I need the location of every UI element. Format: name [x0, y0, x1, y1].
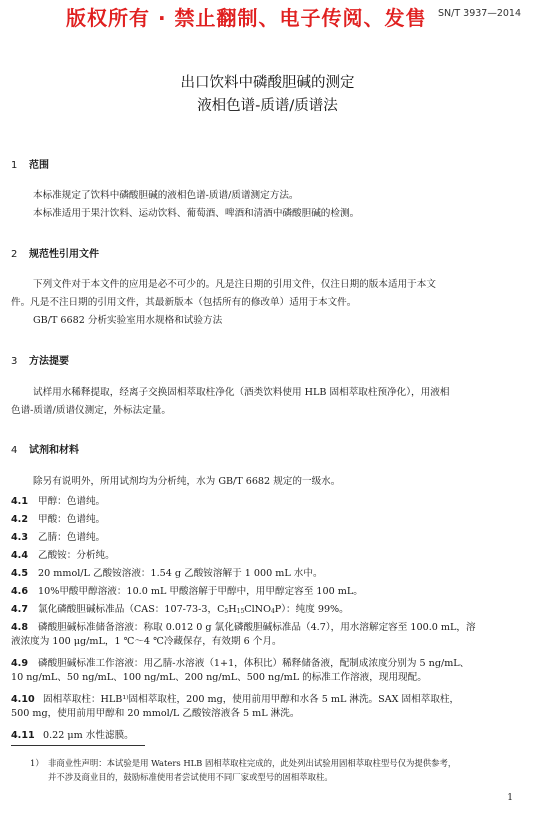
item-number: 4.9	[11, 658, 28, 669]
standard-number: SN/T 3937—2014	[437, 8, 521, 19]
item-number: 4.3	[11, 532, 28, 543]
item-number: 4.8	[11, 622, 28, 633]
reagent-item	[11, 547, 115, 561]
item-text: 20 mmol/L 乙酸铵溶液：1.54 g 乙酸铵溶解于 1 000 mL 水中。	[38, 568, 323, 579]
item-text-formula: 氯化磷酸胆碱标准品（CAS：107-73-3，$C_5H_{15}ClNO_4P$）：纯度 99%。	[38, 604, 349, 615]
reagent-item	[11, 601, 349, 615]
item-number: 4.6	[11, 586, 28, 597]
document-title-line2: 液相色谱-质谱/质谱法	[197, 98, 338, 114]
normative-paragraph-line2: 件。凡是不注日期的引用文件，其最新版本（包括所有的修改单）适用于本文件。	[11, 297, 357, 308]
section-number: 2	[11, 249, 18, 260]
footnote-divider	[11, 745, 145, 746]
footnote-marker: 1）	[30, 758, 44, 768]
item-text: 磷酸胆碱标准工作溶液：用乙腈-水溶液（1+1，体积比）稀释储备液，配制成浓度分别为 5 ng/mL、	[38, 658, 470, 669]
reagent-item	[11, 619, 476, 633]
section-4-heading	[11, 441, 79, 456]
item-text: 乙腈：色谱纯。	[38, 532, 106, 543]
scope-paragraph-2: 本标准适用于果汁饮料、运动饮料、葡萄酒、啤酒和清酒中磷酸胆碱的检测。	[33, 208, 360, 219]
reagent-item	[11, 691, 459, 705]
principle-line2: 色谱-质谱/质谱仪测定，外标法定量。	[11, 405, 171, 416]
reagent-item-continuation: 500 mg，使用前用甲醇和 20 mmol/L 乙酸铵溶液各 5 mL 淋洗。	[11, 708, 300, 719]
item-text: 磷酸胆碱标准储备溶液：称取 0.012 0 g 氯化磷酸胆碱标准品（4.7），用水溶解定容至 100.0 mL，溶	[38, 622, 476, 633]
reagent-item-continuation: 10 ng/mL、50 ng/mL、100 ng/mL、200 ng/mL、500 ng/mL 的标准工作溶液，现用现配。	[11, 672, 427, 683]
item-text: 甲酸：色谱纯。	[38, 514, 106, 525]
item-text: 固相萃取柱：HLB¹⁾固相萃取柱，200 mg，使用前用甲醇和水各 5 mL 淋洗。SAX 固相萃取柱，	[43, 694, 460, 705]
item-number: 4.7	[11, 604, 28, 615]
section-title: 试剂和材料	[29, 445, 79, 456]
reagent-item	[11, 655, 469, 669]
item-text: 0.22 μm 水性滤膜。	[43, 730, 134, 741]
reagent-item-continuation: 液浓度为 100 μg/mL，1 ℃～4 ℃冷藏保存，有效期 6 个月。	[11, 636, 282, 647]
section-title: 方法提要	[29, 356, 69, 367]
item-number: 4.11	[11, 730, 35, 741]
copyright-watermark: 版权所有 · 禁止翻制、电子传阅、发售	[66, 6, 427, 30]
principle-line1: 试样用水稀释提取，经离子交换固相萃取柱净化（酒类饮料使用 HLB 固相萃取柱预净化），用液相	[33, 387, 450, 398]
section-number: 4	[11, 445, 18, 456]
document-title-line1: 出口饮料中磷酸胆碱的测定	[180, 75, 355, 91]
reagent-item	[11, 493, 105, 507]
section-title: 范围	[29, 160, 49, 171]
scope-paragraph-1: 本标准规定了饮料中磷酸胆碱的液相色谱-质谱/质谱测定方法。	[33, 190, 299, 201]
footnote-line2: 并不涉及商业目的，鼓励标准使用者尝试使用不同厂家或型号的固相萃取柱。	[48, 772, 333, 782]
item-text: 乙酸铵：分析纯。	[38, 550, 115, 561]
normative-reference: GB/T 6682 分析实验室用水规格和试验方法	[33, 315, 223, 326]
section-1-heading	[11, 156, 49, 171]
item-number: 4.5	[11, 568, 28, 579]
reagents-intro: 除另有说明外，所用试剂均为分析纯，水为 GB/T 6682 规定的一级水。	[33, 476, 341, 487]
item-number: 4.10	[11, 694, 35, 705]
item-number: 4.2	[11, 514, 28, 525]
item-number: 4.4	[11, 550, 28, 561]
section-2-heading	[11, 245, 99, 260]
section-3-heading	[11, 352, 69, 367]
footnote-line1: 非商业性声明：本试验是用 Waters HLB 固相萃取柱完成的，此处列出试验用固相萃取柱型号仅为提供参考，	[48, 758, 457, 768]
reagent-item	[11, 565, 323, 579]
item-text: 10%甲酸甲醇溶液：10.0 mL 甲酸溶解于甲醇中，用甲醇定容至 100 mL。	[38, 586, 363, 597]
section-number: 3	[11, 356, 18, 367]
section-number: 1	[11, 160, 18, 171]
normative-paragraph-line1: 下列文件对于本文件的应用是必不可少的。凡是注日期的引用文件，仅注日期的版本适用于本文	[33, 279, 436, 290]
item-number: 4.1	[11, 496, 28, 507]
reagent-item	[11, 583, 363, 597]
page-number: 1	[507, 793, 513, 803]
item-text: 甲醇：色谱纯。	[38, 496, 106, 507]
section-title: 规范性引用文件	[29, 249, 99, 260]
reagent-item	[11, 727, 134, 741]
reagent-item	[11, 529, 105, 543]
reagent-item	[11, 511, 105, 525]
